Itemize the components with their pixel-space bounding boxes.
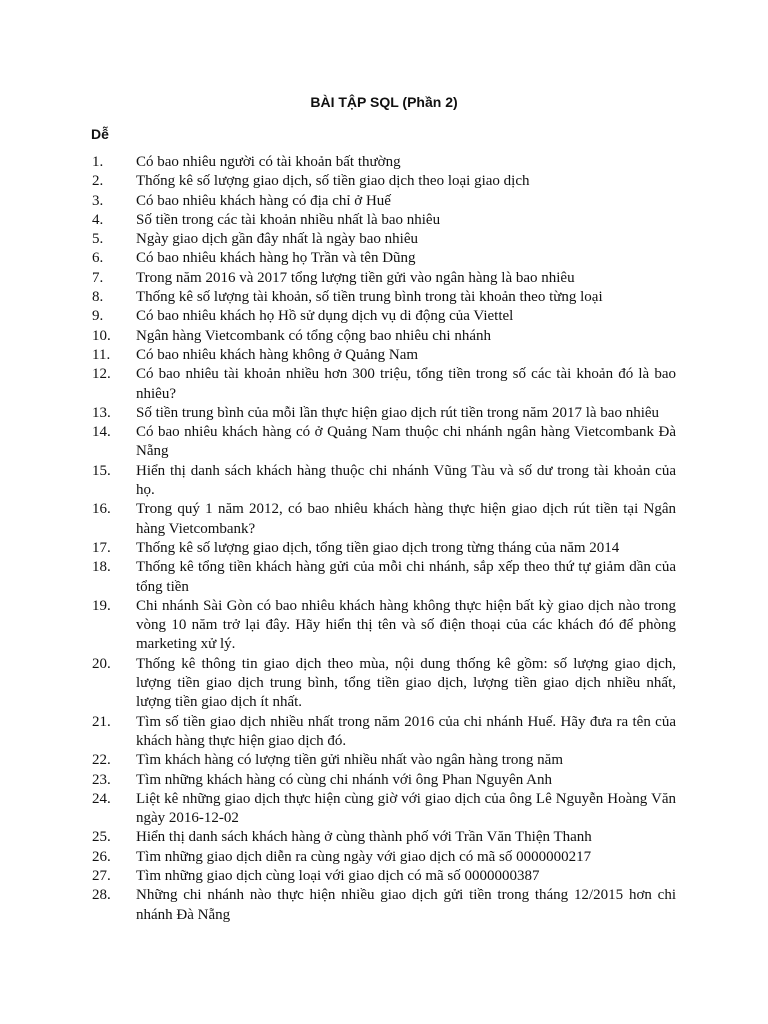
question-text: Hiển thị danh sách khách hàng thuộc chi nhánh Vũng Tàu và số dư trong tài khoản của họ. — [136, 462, 676, 499]
question-number: 7. — [92, 269, 104, 286]
question-text: Có bao nhiêu tài khoản nhiều hơn 300 triệu, tổng tiền trong số các tài khoản đó là bao nhiêu? — [136, 366, 676, 402]
question-item — [0, 828, 676, 847]
question-number: 14. — [92, 424, 111, 441]
question-item — [0, 771, 676, 790]
question-item — [0, 192, 676, 211]
question-text: Thống kê thông tin giao dịch theo mùa, nội dung thống kê gồm: số lượng giao dịch, lượng tiền giao dịch trung bình, tổng tiền giao dịch, lượng tiền giao dịch nhiều nhất, lượng tiền giao dịch ít nhất. — [136, 655, 676, 711]
question-text: Những chi nhánh nào thực hiện nhiều giao dịch gửi tiền trong tháng 12/2015 hơn chi nhánh Đà Nẵng — [136, 887, 676, 923]
question-number: 18. — [92, 559, 111, 576]
question-text: Có bao nhiêu khách hàng không ở Quảng Nam — [136, 346, 419, 363]
question-item — [0, 365, 676, 404]
question-number: 9. — [92, 308, 104, 325]
question-text: Tìm những khách hàng có cùng chi nhánh với ông Phan Nguyên Anh — [136, 771, 552, 788]
question-text: Tìm những giao dịch diễn ra cùng ngày với giao dịch có mã số 0000000217 — [136, 848, 592, 865]
question-number: 3. — [92, 192, 104, 209]
question-item — [0, 327, 676, 346]
question-item — [0, 539, 676, 558]
question-number: 23. — [92, 771, 111, 788]
question-number: 22. — [92, 752, 111, 769]
question-item — [0, 288, 676, 307]
question-number: 10. — [92, 327, 111, 344]
question-text: Có bao nhiêu khách hàng họ Trần và tên Dũng — [136, 250, 416, 267]
section-heading-easy: Dễ — [91, 126, 109, 142]
question-item — [0, 211, 676, 230]
question-item — [0, 655, 676, 713]
question-item — [0, 404, 676, 423]
question-text: Thống kê số lượng tài khoản, số tiền trung bình trong tài khoản theo từng loại — [136, 289, 603, 306]
question-text: Chi nhánh Sài Gòn có bao nhiêu khách hàng không thực hiện bất kỳ giao dịch nào trong vòng 10 năm trở lại đây. Hãy hiển thị tên và số điện thoại của các khách đó để phòng marketing xử lý. — [136, 597, 676, 653]
question-number: 25. — [92, 829, 111, 846]
question-number: 5. — [92, 231, 104, 248]
question-text: Có bao nhiêu khách họ Hồ sử dụng dịch vụ di động của Viettel — [136, 308, 514, 325]
question-number: 2. — [92, 173, 104, 190]
question-number: 15. — [92, 462, 111, 479]
question-list — [0, 153, 768, 925]
question-number: 20. — [92, 655, 111, 672]
question-item — [0, 307, 676, 326]
question-text: Hiển thị danh sách khách hàng ở cùng thành phố với Trần Văn Thiện Thanh — [136, 829, 592, 846]
question-text: Tìm số tiền giao dịch nhiều nhất trong năm 2016 của chi nhánh Huế. Hãy đưa ra tên của khách hàng thực hiện giao dịch đó. — [136, 713, 676, 749]
question-text: Thống kê số lượng giao dịch, tổng tiền giao dịch trong từng tháng của năm 2014 — [136, 539, 620, 556]
question-item — [0, 500, 676, 539]
question-number: 13. — [92, 404, 111, 421]
question-text: Liệt kê những giao dịch thực hiện cùng giờ với giao dịch của ông Lê Nguyễn Hoàng Văn ngày 2016-12-02 — [136, 790, 676, 827]
question-item — [0, 886, 676, 925]
question-item — [0, 269, 676, 288]
question-text: Trong quý 1 năm 2012, có bao nhiêu khách hàng thực hiện giao dịch rút tiền tại Ngân hàng Vietcombank? — [136, 501, 676, 537]
question-text: Trong năm 2016 và 2017 tổng lượng tiền gửi vào ngân hàng là bao nhiêu — [136, 269, 575, 286]
question-item — [0, 597, 676, 655]
document-title: BÀI TẬP SQL (Phần 2) — [310, 94, 458, 110]
question-item — [0, 713, 676, 752]
question-item — [0, 346, 676, 365]
question-text: Tìm những giao dịch cùng loại với giao dịch có mã số 0000000387 — [136, 867, 540, 884]
question-number: 1. — [92, 154, 104, 170]
question-number: 11. — [92, 346, 111, 363]
question-text: Thống kê tổng tiền khách hàng gửi của mỗi chi nhánh, sắp xếp theo thứ tự giảm dần của tổng tiền — [136, 559, 676, 595]
question-text: Thống kê số lượng giao dịch, số tiền giao dịch theo loại giao dịch — [136, 173, 530, 190]
question-number: 24. — [92, 790, 111, 807]
question-number: 21. — [92, 713, 111, 730]
question-item — [0, 790, 676, 829]
question-text: Số tiền trung bình của mỗi lần thực hiện giao dịch rút tiền trong năm 2017 là bao nhiêu — [136, 404, 660, 421]
question-number: 12. — [92, 366, 111, 383]
question-item — [0, 462, 676, 501]
question-number: 27. — [92, 867, 111, 884]
question-number: 8. — [92, 289, 104, 306]
question-number: 17. — [92, 539, 111, 556]
question-item — [0, 172, 676, 191]
question-number: 19. — [92, 597, 111, 614]
question-text: Có bao nhiêu người có tài khoản bất thường — [136, 154, 401, 170]
question-text: Ngân hàng Vietcombank có tổng cộng bao nhiêu chi nhánh — [136, 327, 491, 344]
question-text: Ngày giao dịch gần đây nhất là ngày bao nhiêu — [136, 231, 418, 248]
question-item — [0, 558, 676, 597]
question-item — [0, 153, 676, 172]
question-item — [0, 848, 676, 867]
question-text: Có bao nhiêu khách hàng có ở Quảng Nam thuộc chi nhánh ngân hàng Vietcombank Đà Nẵng — [136, 424, 676, 460]
question-item — [0, 230, 676, 249]
question-item — [0, 249, 676, 268]
question-number: 26. — [92, 848, 111, 865]
question-text: Có bao nhiêu khách hàng có địa chỉ ở Huế — [136, 192, 391, 209]
question-number: 6. — [92, 250, 104, 267]
question-text: Tìm khách hàng có lượng tiền gửi nhiều nhất vào ngân hàng trong năm — [136, 752, 564, 769]
question-number: 16. — [92, 501, 111, 518]
question-number: 4. — [92, 211, 104, 228]
question-item — [0, 751, 676, 770]
question-number: 28. — [92, 887, 111, 904]
question-text: Số tiền trong các tài khoản nhiều nhất là bao nhiêu — [136, 211, 441, 228]
question-item — [0, 423, 676, 462]
question-item — [0, 867, 676, 886]
